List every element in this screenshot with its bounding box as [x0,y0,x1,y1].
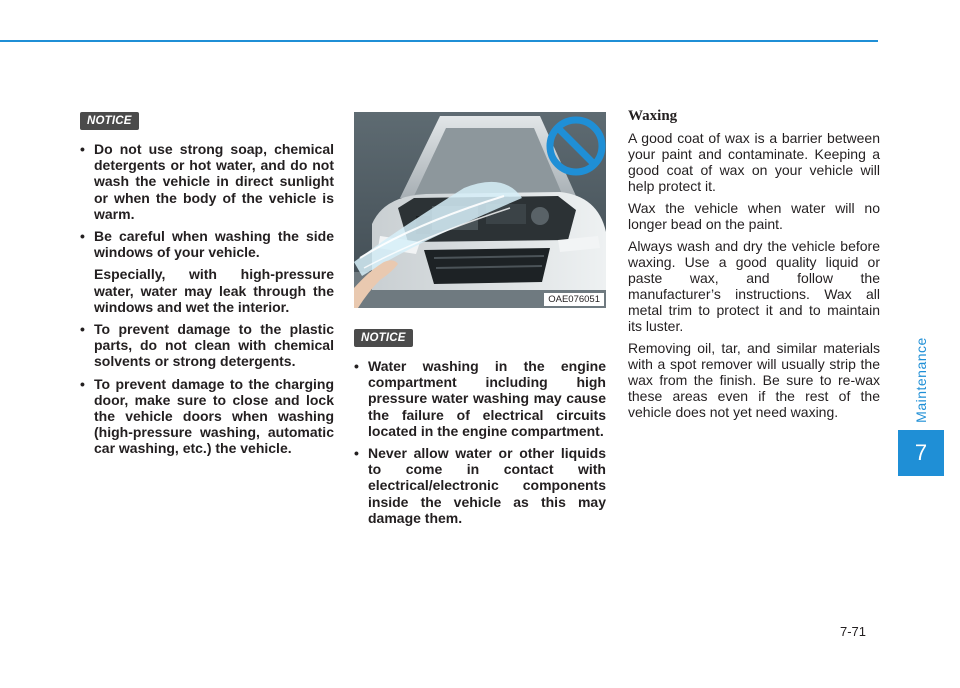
page-number: 7-71 [840,624,867,639]
list-item: • Do not use strong soap, chemical detergents or hot water, and do not wash the vehicle in direct sunlight or when the body of the vehicle is warm. [80,141,334,222]
notice-badge-2: NOTICE [354,329,413,347]
list-item: • Water washing in the engine compartment including high pressure water washing may cause the failure of electrical circuits located in the engine compartment. [354,358,606,439]
list-item: • To prevent damage to the plastic parts, do not clean with chemical solvents or strong detergents. [80,321,334,370]
notice-badge-1: NOTICE [80,112,139,130]
list-item: • To prevent damage to the charging door, make sure to close and lock the vehicle doors when washing (high-pressure washing, automatic car washing, etc.) the vehicle. [80,376,334,457]
list-item: • Be careful when washing the side windows of your vehicle. Especially, with high-pressure water, water may leak through the windows and wet the interior. [80,228,334,315]
engine-wash-illustration [354,112,606,308]
paragraph: Removing oil, tar, and similar materials with a spot remover will usually strip the wax from the finish. Be sure to re-wax these areas even if the rest of the vehicle does not yet need waxing. [628,340,880,420]
notice-list-2 [354,358,606,532]
paragraph: Always wash and dry the vehicle before waxing. Use a good quality liquid or paste wax, and follow the manufacturer’s instructions. Wax all metal trim to protect it and to maintain its luster. [628,238,880,334]
notice-list-1 [80,141,334,463]
paragraph: A good coat of wax is a barrier between your paint and contaminate. Keeping a good coat of wax on your vehicle will help protect it. [628,130,880,194]
section-heading-waxing: Waxing [628,108,678,124]
waxing-paragraphs [628,130,880,426]
paragraph: Wax the vehicle when water will no longer bead on the paint. [628,200,880,232]
chapter-tab: 7 [898,430,944,476]
section-label: Maintenance [913,337,930,423]
engine-wash-figure [354,112,606,308]
figure-caption: OAE076051 [544,293,604,306]
header-rule [0,40,878,42]
list-item: • Never allow water or other liquids to come in contact with electrical/electronic components inside the vehicle as this may damage them. [354,445,606,526]
list-item-sub: Especially, with high-pressure water, water may leak through the windows and wet the interior. [94,266,334,315]
